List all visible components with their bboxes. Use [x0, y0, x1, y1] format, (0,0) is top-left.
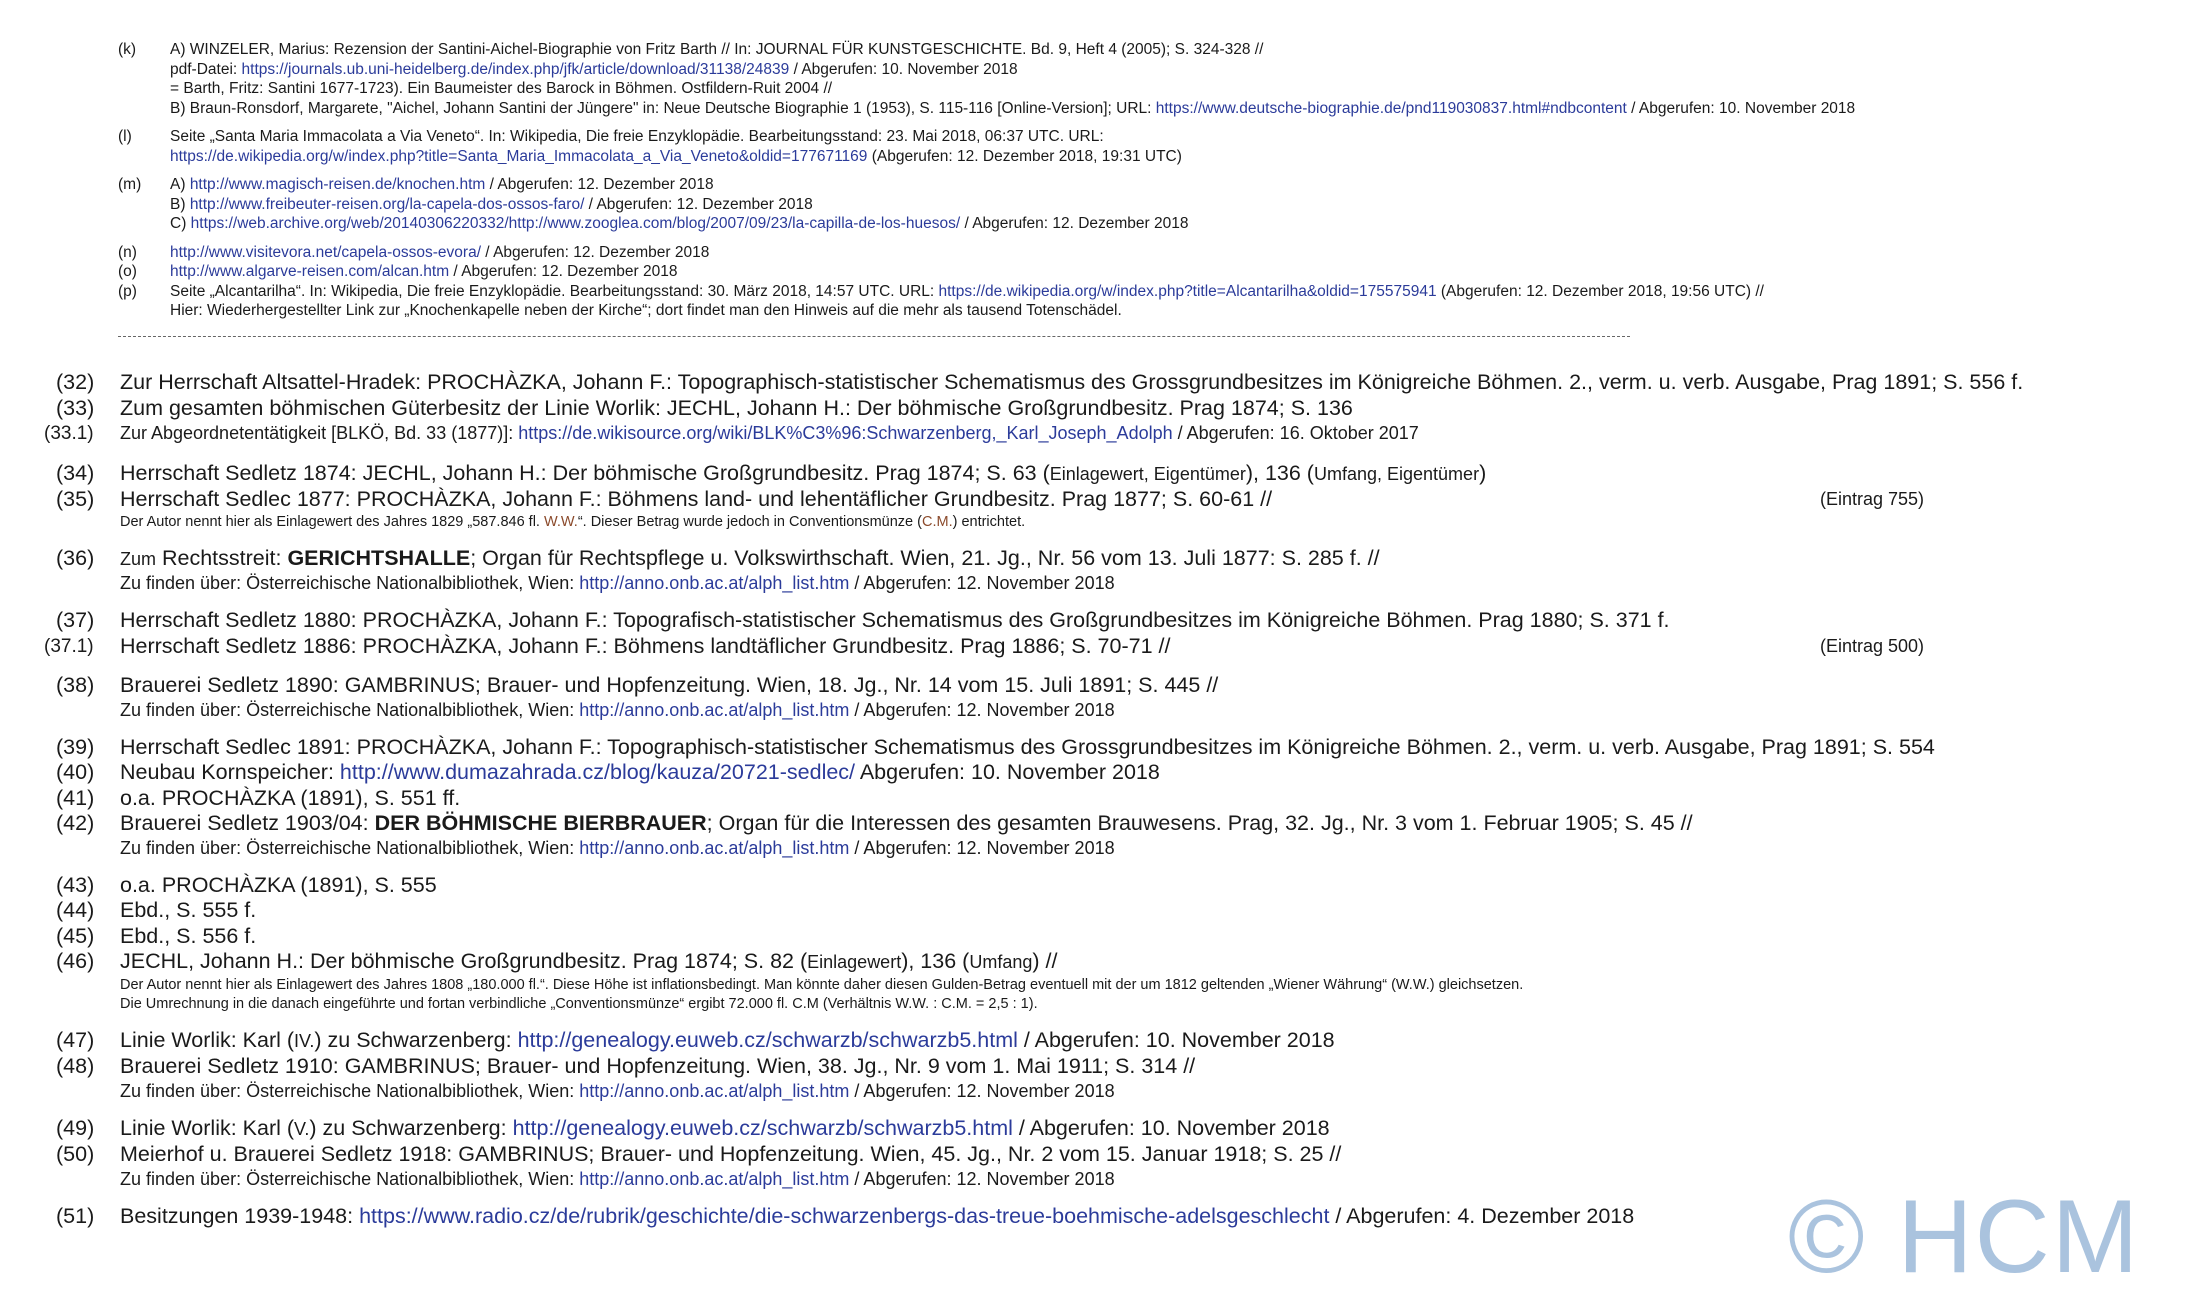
small-ref: [118, 127, 2178, 166]
ref-42-source: [40, 837, 2180, 859]
small-ref-text: / Abgerufen: 12. Dezember 2018: [449, 263, 678, 280]
small-ref-link[interactable]: https://web.archive.org/web/20140306220332/http://www.zooglea.com/blog/2007/09/23/la-capilla-de-los-huesos/: [190, 215, 961, 232]
small-ref-text: / Abgerufen: 12. Dezember 2018: [481, 243, 710, 261]
small-ref-line: [170, 243, 2178, 263]
small-ref-number: (k): [118, 41, 137, 58]
ref-text: DER BÖHMISCHE BIERBRAUER: [374, 811, 707, 835]
ref-number: (48): [56, 1054, 95, 1078]
ref-45: [40, 924, 2180, 950]
small-ref: [118, 282, 2178, 321]
ref-text: o.a. PROCHÀZKA (1891), S. 555: [120, 872, 437, 897]
ref-text: ; Organ für Rechtspflege u. Volkswirthschaft. Wien, 21. Jg., Nr. 56 vom 13. Juli 1877: S. 285 f. //: [470, 545, 1380, 570]
ref-text: GERICHTSHALLE: [287, 545, 471, 570]
small-ref-line: [170, 40, 2178, 60]
ref-text: Umfang: [969, 952, 1033, 972]
ref-50: [40, 1142, 2180, 1168]
ref-number: (33.1): [44, 423, 94, 444]
entry-number: (Eintrag 755): [1820, 489, 1925, 509]
ref-text: ) zu Schwarzenberg:: [309, 1115, 513, 1140]
ref-text: Neubau Kornspeicher:: [120, 760, 340, 784]
ref-text: Brauerei Sedletz 1910: GAMBRINUS; Brauer- und Hopfenzeitung. Wien, 38. Jg., Nr. 9 vom 1. Mai 1911; S. 314 //: [120, 1054, 1196, 1078]
source-link[interactable]: http://anno.onb.ac.at/alph_list.htm: [579, 699, 850, 720]
ref-text: Herrschaft Sedletz 1874: JECHL, Johann H.: Der böhmische Großgrundbesitz. Prag 1874; S. 63 (: [120, 460, 1050, 485]
ref-text: Brauerei Sedletz 1903/04:: [120, 811, 375, 835]
small-references: [118, 40, 2178, 321]
ref-38-source: [40, 699, 2180, 721]
ref-35: [40, 487, 2180, 513]
small-ref-text: / Abgerufen: 10. November 2018: [789, 60, 1018, 78]
ref-40: [40, 760, 2180, 786]
small-ref-text: / Abgerufen: 12. Dezember 2018: [960, 215, 1189, 232]
note-text: W.W.: [543, 513, 578, 530]
note-text: ) entrichtet.: [952, 513, 1026, 530]
small-ref-line: [170, 214, 2178, 234]
small-ref-line: [170, 301, 2178, 321]
ref-link[interactable]: http://genealogy.euweb.cz/schwarzb/schwarzb5.html: [517, 1027, 1018, 1052]
ref-49: [40, 1116, 2180, 1143]
ref-text: ): [1479, 460, 1487, 485]
source-text: Zu finden über: Österreichische Nationalbibliothek, Wien:: [120, 837, 580, 858]
ref-44: [40, 898, 2180, 924]
ref-46-note: Der Autor nennt hier als Einlagewert des Jahres 1808 „180.000 fl.“. Diese Höhe ist inflationsbedingt. Man könnte daher diesen Gulden-Betrag eventuell mit der um 1812 geltenden „Wiener Währung“ (W.W.) gleichsetzen.: [120, 976, 1524, 993]
ref-33-1: [40, 421, 2180, 447]
ref-text: Zur Abgeordnetentätigkeit [BLKÖ, Bd. 33 (1877)]:: [120, 423, 519, 443]
ref-number: (51): [56, 1203, 95, 1228]
ref-39: [40, 735, 2180, 761]
small-ref-text: (Abgerufen: 12. Dezember 2018, 19:56 UTC) //: [1436, 282, 1764, 300]
ref-text: / Abgerufen: 10. November 2018: [1012, 1115, 1330, 1140]
small-ref-number: (n): [118, 243, 137, 261]
small-ref-text: (Abgerufen: 12. Dezember 2018, 19:31 UTC): [867, 147, 1182, 165]
small-ref: [118, 40, 2178, 118]
ref-text: Linie Worlik: Karl (: [120, 1027, 295, 1052]
ref-text: ) zu Schwarzenberg:: [314, 1027, 518, 1052]
ref-34: [40, 461, 2180, 488]
source-text: Zu finden über: Österreichische Nationalbibliothek, Wien:: [120, 699, 580, 720]
ref-43: [40, 873, 2180, 899]
small-ref-text: / Abgerufen: 12. Dezember 2018: [584, 195, 813, 213]
ref-number: (46): [56, 949, 95, 973]
ref-41: [40, 786, 2180, 812]
ref-number: (36): [56, 545, 95, 570]
ref-35-note: [40, 513, 2180, 532]
small-ref-number: (o): [118, 263, 137, 280]
small-ref: [118, 262, 2178, 282]
source-text: / Abgerufen: 12. November 2018: [849, 573, 1115, 593]
ref-link[interactable]: https://www.radio.cz/de/rubrik/geschichte/die-schwarzenbergs-das-treue-boehmische-adelsgeschlecht: [359, 1203, 1330, 1228]
source-text: Zu finden über: Österreichische Nationalbibliothek, Wien:: [120, 1080, 580, 1101]
small-ref-line: [170, 262, 2178, 282]
small-ref-line: [170, 175, 2178, 195]
small-ref-text: C): [170, 215, 191, 232]
ref-number: (43): [56, 872, 95, 897]
small-ref-number: (m): [118, 176, 142, 193]
small-ref-link[interactable]: http://www.algarve-reisen.com/alcan.htm: [170, 263, 450, 280]
entry-number: (Eintrag 500): [1820, 635, 1925, 656]
source-text: Zu finden über: Österreichische Nationalbibliothek, Wien:: [120, 573, 580, 593]
ref-text: Ebd., S. 555 f.: [120, 898, 257, 922]
ref-33: [40, 396, 2180, 422]
source-text: / Abgerufen: 12. November 2018: [849, 1168, 1115, 1189]
source-link[interactable]: http://anno.onb.ac.at/alph_list.htm: [579, 1080, 850, 1101]
small-ref-line: [170, 127, 2178, 147]
ref-number: (38): [56, 673, 95, 697]
ref-text: / Abgerufen: 16. Oktober 2017: [1172, 423, 1419, 443]
ref-text: Einlagewert: [807, 952, 902, 972]
small-ref-link[interactable]: https://de.wikipedia.org/w/index.php?title=Santa_Maria_Immacolata_a_Via_Veneto&oldid=177671169: [170, 147, 868, 165]
ref-number: (37.1): [44, 635, 94, 657]
source-text: / Abgerufen: 12. November 2018: [849, 837, 1115, 858]
ref-37-1: [40, 634, 2180, 660]
ref-text: Herrschaft Sedlec 1877: PROCHÀZKA, Johann F.: Böhmens land- und lehentäflicher Grundbesitz. Prag 1877; S. 60-61 //: [120, 487, 1273, 511]
small-ref-text: / Abgerufen: 10. November 2018: [1626, 99, 1856, 117]
ref-46-note: Die Umrechnung in die danach eingeführte und fortan verbindliche „Conventionsmünze“ ergibt 72.000 fl. C.M (Verhältnis W.W. : C.M. = 2,5 : 1).: [120, 995, 1038, 1012]
small-ref-text: = Barth, Fritz: Santini 1677-1723). Ein Baumeister des Barock in Böhmen. Ostfildern-Ruit 2004 //: [170, 80, 833, 97]
small-ref-line: [170, 99, 2178, 119]
ref-number: (44): [56, 898, 95, 922]
ref-text: Ebd., S. 556 f.: [120, 923, 257, 948]
ref-37: [40, 608, 2180, 634]
ref-number: (41): [56, 785, 95, 810]
small-ref-text: A): [170, 176, 190, 193]
ref-number: (45): [56, 923, 95, 948]
ref-number: (33): [56, 395, 95, 420]
ref-number: (42): [56, 811, 95, 835]
small-ref-text: pdf-Datei:: [170, 60, 242, 78]
ref-number: (37): [56, 608, 95, 632]
small-ref-text: B): [170, 195, 190, 213]
small-ref: [118, 243, 2178, 263]
ref-text: JECHL, Johann H.: Der böhmische Großgrundbesitz. Prag 1874; S. 82 (: [120, 949, 808, 973]
ref-text: Besitzungen 1939-1948:: [120, 1203, 360, 1228]
ref-48: [40, 1054, 2180, 1080]
small-ref-text: A) WINZELER, Marius: Rezension der Santini-Aichel-Biographie von Fritz Barth // In: JOURNAL FÜR KUNSTGESCHICHTE. Bd. 9, Heft 4 (2005); S. 324-328 //: [170, 41, 1264, 58]
source-text: / Abgerufen: 12. November 2018: [849, 699, 1115, 720]
ref-text: Rechtsstreit:: [156, 545, 288, 570]
small-ref-line: [170, 79, 2178, 99]
ref-text: Linie Worlik: Karl (: [120, 1115, 295, 1140]
ref-text: ; Organ für die Interessen des gesamten Brauwesens. Prag, 32. Jg., Nr. 3 vom 1. Februar 1905; S. 45 //: [706, 811, 1693, 835]
ref-text: o.a. PROCHÀZKA (1891), S. 551 ff.: [120, 785, 461, 810]
ref-link[interactable]: http://genealogy.euweb.cz/schwarzb/schwarzb5.html: [512, 1115, 1013, 1140]
ref-text: Herrschaft Sedletz 1880: PROCHÀZKA, Johann F.: Topografisch-statistischer Schematismus des Großgrundbesitzes im Königreiche Böhmen. Prag 1880; S. 371 f.: [120, 608, 1670, 632]
ref-link[interactable]: https://de.wikisource.org/wiki/BLK%C3%96:Schwarzenberg,_Karl_Joseph_Adolph: [518, 423, 1173, 443]
ref-text: Abgerufen: 10. November 2018: [855, 760, 1160, 784]
ref-text: Zum: [120, 548, 156, 569]
source-text: Zu finden über: Österreichische Nationalbibliothek, Wien:: [120, 1168, 580, 1189]
ref-text: Umfang, Eigentümer: [1313, 463, 1480, 484]
ref-text: ), 136 (: [901, 949, 970, 973]
small-ref-text: Hier: Wiederhergestellter Link zur „Knochenkapelle neben der Kirche“; dort findet man den Hinweis auf die mehr als tausend Totenschädel.: [170, 302, 1122, 319]
small-ref-text: B) Braun-Ronsdorf, Margarete, "Aichel, Johann Santini der Jüngere" in: Neue Deutsche Biographie 1 (1953), S. 115-116 [Online-Version]; URL:: [170, 99, 1156, 117]
small-ref-link[interactable]: http://www.magisch-reisen.de/knochen.htm: [189, 176, 486, 193]
small-ref-line: [170, 60, 2178, 80]
ref-text: Brauerei Sedletz 1890: GAMBRINUS; Brauer- und Hopfenzeitung. Wien, 18. Jg., Nr. 14 vom 15. Juli 1891; S. 445 //: [120, 673, 1219, 697]
source-link[interactable]: http://anno.onb.ac.at/alph_list.htm: [579, 837, 850, 858]
small-ref-number: (p): [118, 282, 137, 300]
ref-38: [40, 673, 2180, 699]
ref-42: [40, 811, 2180, 837]
section-divider: [118, 336, 1630, 337]
small-ref-link[interactable]: https://journals.ub.uni-heidelberg.de/index.php/jfk/article/download/31138/24839: [241, 60, 790, 78]
ref-text: ), 136 (: [1245, 460, 1314, 485]
note-text: “. Dieser Betrag wurde jedoch in Conventionsmünze (: [577, 513, 922, 530]
ref-text: ) //: [1032, 949, 1058, 973]
small-ref-text: / Abgerufen: 12. Dezember 2018: [485, 176, 714, 193]
ref-36: [40, 546, 2180, 573]
source-link[interactable]: http://anno.onb.ac.at/alph_list.htm: [579, 1168, 850, 1189]
small-ref-link[interactable]: https://de.wikipedia.org/w/index.php?title=Alcantarilha&oldid=175575941: [938, 282, 1437, 300]
ref-number: (32): [56, 370, 95, 394]
ref-47: [40, 1028, 2180, 1055]
ref-number: (34): [56, 460, 95, 485]
ref-number: (49): [56, 1115, 95, 1140]
small-ref-link[interactable]: http://www.visitevora.net/capela-ossos-evora/: [170, 243, 481, 261]
small-ref: [118, 175, 2178, 234]
source-link[interactable]: http://anno.onb.ac.at/alph_list.htm: [579, 573, 850, 593]
small-ref-text: Seite „Santa Maria Immacolata a Via Veneto“. In: Wikipedia, Die freie Enzyklopädie. Bearbeitungsstand: 23. Mai 2018, 06:37 UTC. URL:: [170, 128, 1104, 145]
ref-text: Herrschaft Sedletz 1886: PROCHÀZKA, Johann F.: Böhmens landtäflicher Grundbesitz. Prag 1886; S. 70-71 //: [120, 633, 1171, 658]
ref-48-source: [40, 1080, 2180, 1102]
ref-link[interactable]: http://www.dumazahrada.cz/blog/kauza/20721-sedlec/: [339, 760, 856, 784]
ref-text: / Abgerufen: 4. Dezember 2018: [1329, 1203, 1635, 1228]
ref-number: (40): [56, 760, 95, 784]
small-ref-link[interactable]: http://www.freibeuter-reisen.org/la-capela-dos-ossos-faro/: [189, 195, 585, 213]
ref-text: V.: [294, 1118, 310, 1139]
ref-46: [40, 949, 2180, 976]
main-references: [40, 370, 2180, 1229]
note-text: C.M.: [921, 513, 953, 530]
note-text: Der Autor nennt hier als Einlagewert des Jahres 1829 „587.846 fl.: [120, 513, 544, 530]
ref-36-source: [40, 572, 2180, 594]
ref-text: Einlagewert, Eigentümer: [1049, 463, 1246, 484]
ref-number: (47): [56, 1027, 95, 1052]
ref-32: [40, 370, 2180, 396]
ref-text: IV.: [294, 1030, 315, 1051]
ref-number: (50): [56, 1142, 95, 1166]
small-ref-text: Seite „Alcantarilha“. In: Wikipedia, Die freie Enzyklopädie. Bearbeitungsstand: 30. März 2018, 14:57 UTC. URL:: [170, 282, 939, 300]
ref-number: (35): [56, 487, 95, 511]
ref-number: (39): [56, 734, 95, 759]
small-ref-line: [170, 147, 2178, 167]
ref-text: Herrschaft Sedlec 1891: PROCHÀZKA, Johann F.: Topographisch-statistischer Schematismus des Grossgrundbesitzes im Königreiche Böhmen. 2., verm. u. verb. Ausgabe, Prag 1891; S. 554: [120, 734, 1935, 759]
ref-text: Zum gesamten böhmischen Güterbesitz der Linie Worlik: JECHL, Johann H.: Der böhmische Großgrundbesitz. Prag 1874; S. 136: [120, 395, 1353, 420]
ref-text: Zur Herrschaft Altsattel-Hradek: PROCHÀZKA, Johann F.: Topographisch-statistischer Schematismus des Grossgrundbesitzes im Königreiche Böhmen. 2., verm. u. verb. Ausgabe, Prag 1891; S. 556 f.: [120, 370, 2024, 394]
small-ref-line: [170, 282, 2178, 302]
source-text: / Abgerufen: 12. November 2018: [849, 1080, 1115, 1101]
copyright-watermark: © HCM: [1788, 1179, 2141, 1295]
small-ref-line: [170, 195, 2178, 215]
small-ref-link[interactable]: https://www.deutsche-biographie.de/pnd119030837.html#ndbcontent: [1155, 99, 1627, 117]
small-ref-number: (l): [118, 128, 132, 145]
ref-text: Meierhof u. Brauerei Sedletz 1918: GAMBRINUS; Brauer- und Hopfenzeitung. Wien, 45. Jg., Nr. 2 vom 15. Januar 1918; S. 25 //: [120, 1142, 1342, 1166]
ref-text: / Abgerufen: 10. November 2018: [1017, 1027, 1335, 1052]
